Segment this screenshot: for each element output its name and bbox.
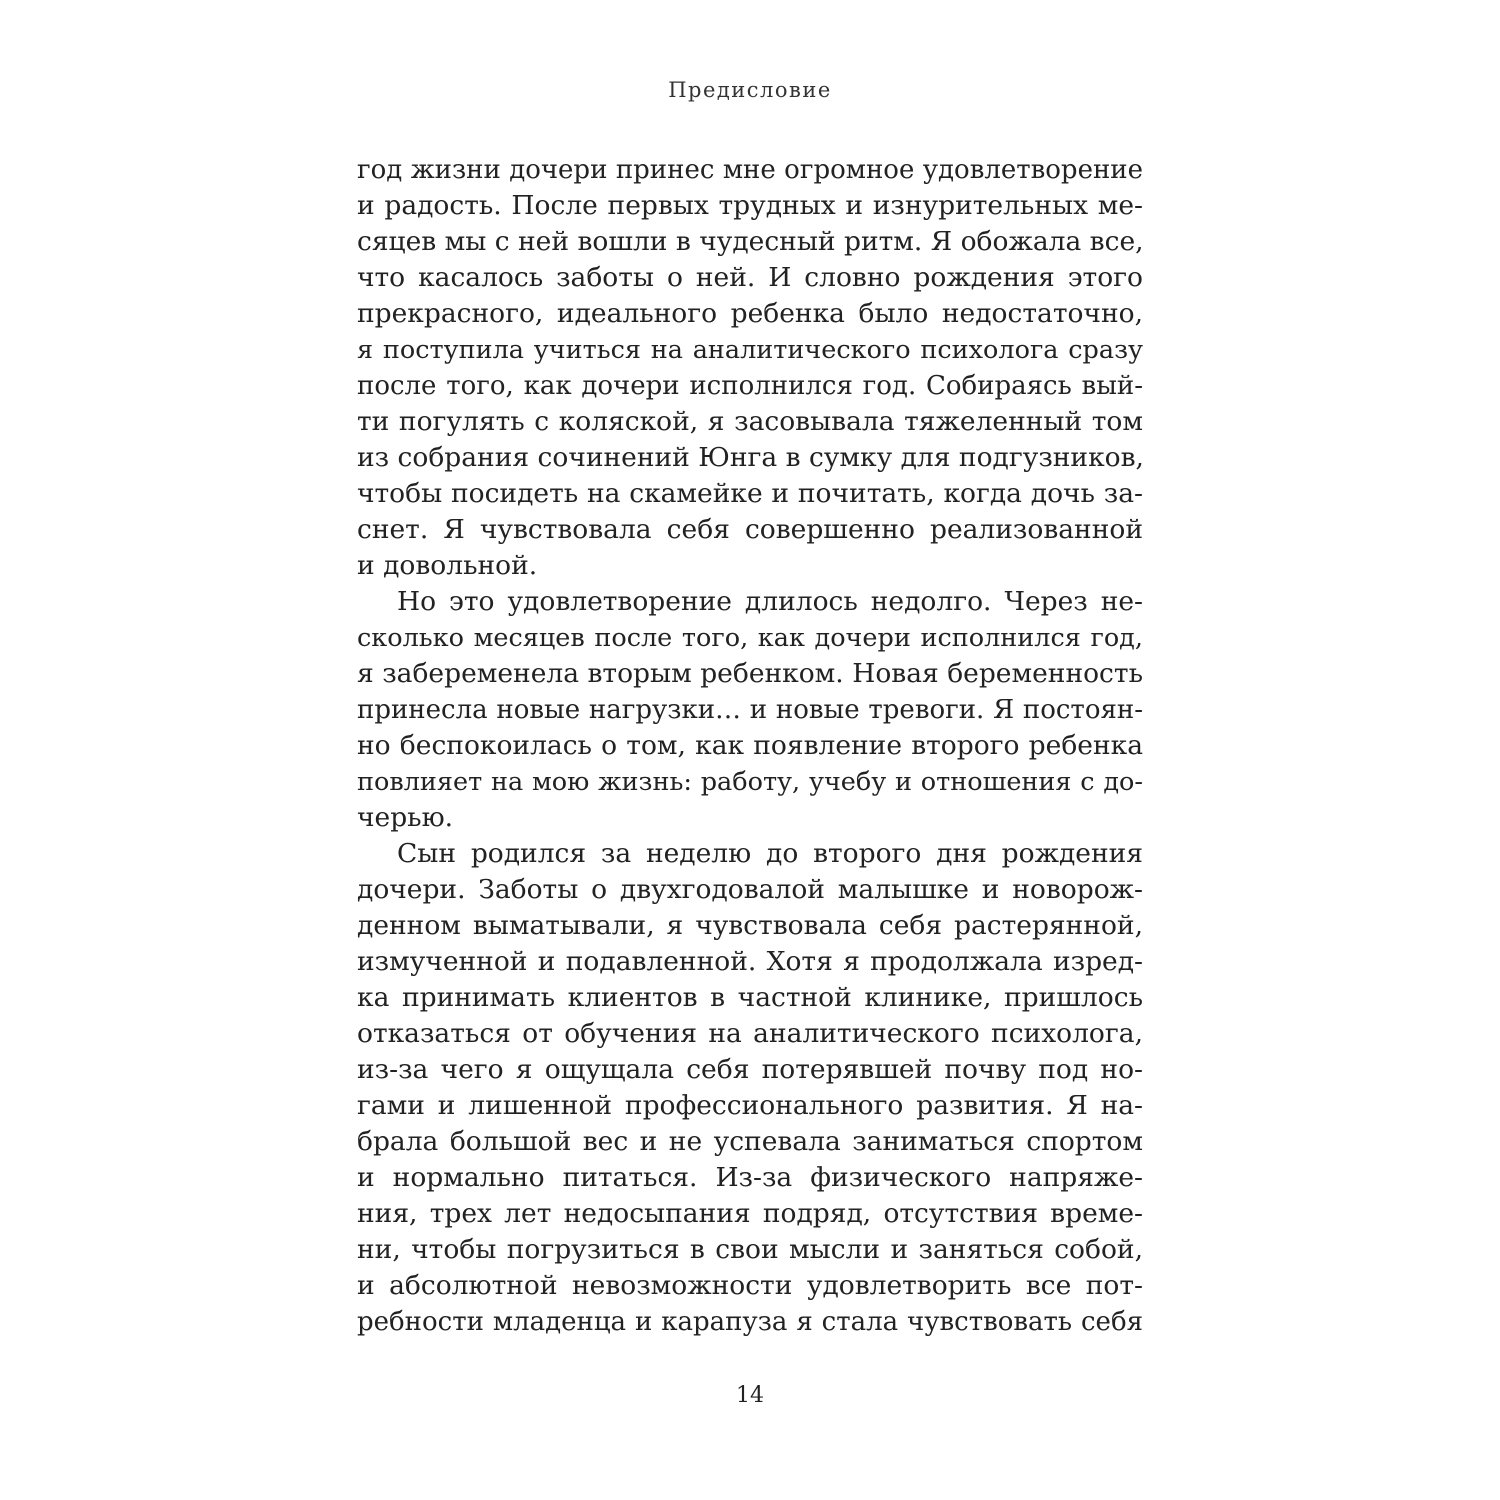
text-line: Сын родился за неделю до второго дня рождения	[397, 838, 1143, 869]
text-line: снет. Я чувствовала себя совершенно реализованной	[357, 514, 1143, 545]
text-line: ребности младенца и карапуза я стала чувствовать себя	[357, 1307, 1143, 1337]
text-line: но беспокоилась о том, как появление второго ребенка	[357, 730, 1143, 761]
text-line: из-за чего я ощущала себя потерявшей почву под но-	[357, 1054, 1143, 1085]
text-line: гами и лишенной профессионального развития. Я на-	[357, 1090, 1143, 1121]
text-line: чтобы посидеть на скамейке и почитать, когда дочь за-	[357, 478, 1143, 509]
text-line: сколько месяцев после того, как дочери исполнился год,	[357, 623, 1143, 653]
text-line: повлияет на мою жизнь: работу, учебу и отношения с до-	[357, 767, 1143, 797]
text-line: я поступила учиться на аналитического психолога сразу	[357, 335, 1143, 365]
running-head: Предисловие	[668, 78, 832, 102]
text-line: и радость. После первых трудных и изнурительных ме-	[357, 190, 1143, 221]
text-line: отказаться от обучения на аналитического психолога,	[357, 1018, 1143, 1049]
text-line: брала большой вес и не успевала заниматься спортом	[357, 1126, 1143, 1157]
text-line: и довольной.	[357, 550, 538, 581]
text-line: Но это удовлетворение длилось недолго. Через не-	[397, 586, 1143, 617]
text-line: ния, трех лет недосыпания подряд, отсутствия време-	[357, 1198, 1143, 1229]
body-text	[357, 152, 1143, 1340]
text-line: и нормально питаться. Из-за физического напряже-	[357, 1162, 1143, 1193]
text-line: из собрания сочинений Юнга в сумку для подгузников,	[357, 442, 1144, 473]
text-line: что касалось заботы о ней. И словно рождения этого	[357, 262, 1143, 293]
text-line: черью.	[357, 802, 454, 833]
text-line: после того, как дочери исполнился год. Собираясь вый-	[357, 371, 1143, 401]
text-line: год жизни дочери принес мне огромное удовлетворение	[357, 155, 1143, 185]
text-line: сяцев мы с ней вошли в чудесный ритм. Я обожала все,	[357, 226, 1144, 257]
text-line: я забеременела вторым ребенком. Новая беременность	[357, 658, 1143, 689]
text-line: ти погулять с коляской, я засовывала тяжеленный том	[357, 406, 1143, 437]
text-line: ка принимать клиентов в частной клинике, пришлось	[357, 982, 1143, 1013]
text-line: измученной и подавленной. Хотя я продолжала изред-	[357, 946, 1143, 977]
page-number: 14	[736, 1383, 764, 1408]
text-line: денном выматывали, я чувствовала себя растерянной,	[357, 910, 1143, 941]
text-line: прекрасного, идеального ребенка было недостаточно,	[357, 298, 1143, 329]
text-line: дочери. Заботы о двухгодовалой малышке и новорож-	[357, 874, 1143, 905]
text-line: и абсолютной невозможности удовлетворить все пот-	[357, 1270, 1143, 1301]
text-line: принесла новые нагрузки… и новые тревоги. Я постоян-	[357, 695, 1143, 725]
text-line: ни, чтобы погрузиться в свои мысли и заняться собой,	[357, 1234, 1143, 1265]
